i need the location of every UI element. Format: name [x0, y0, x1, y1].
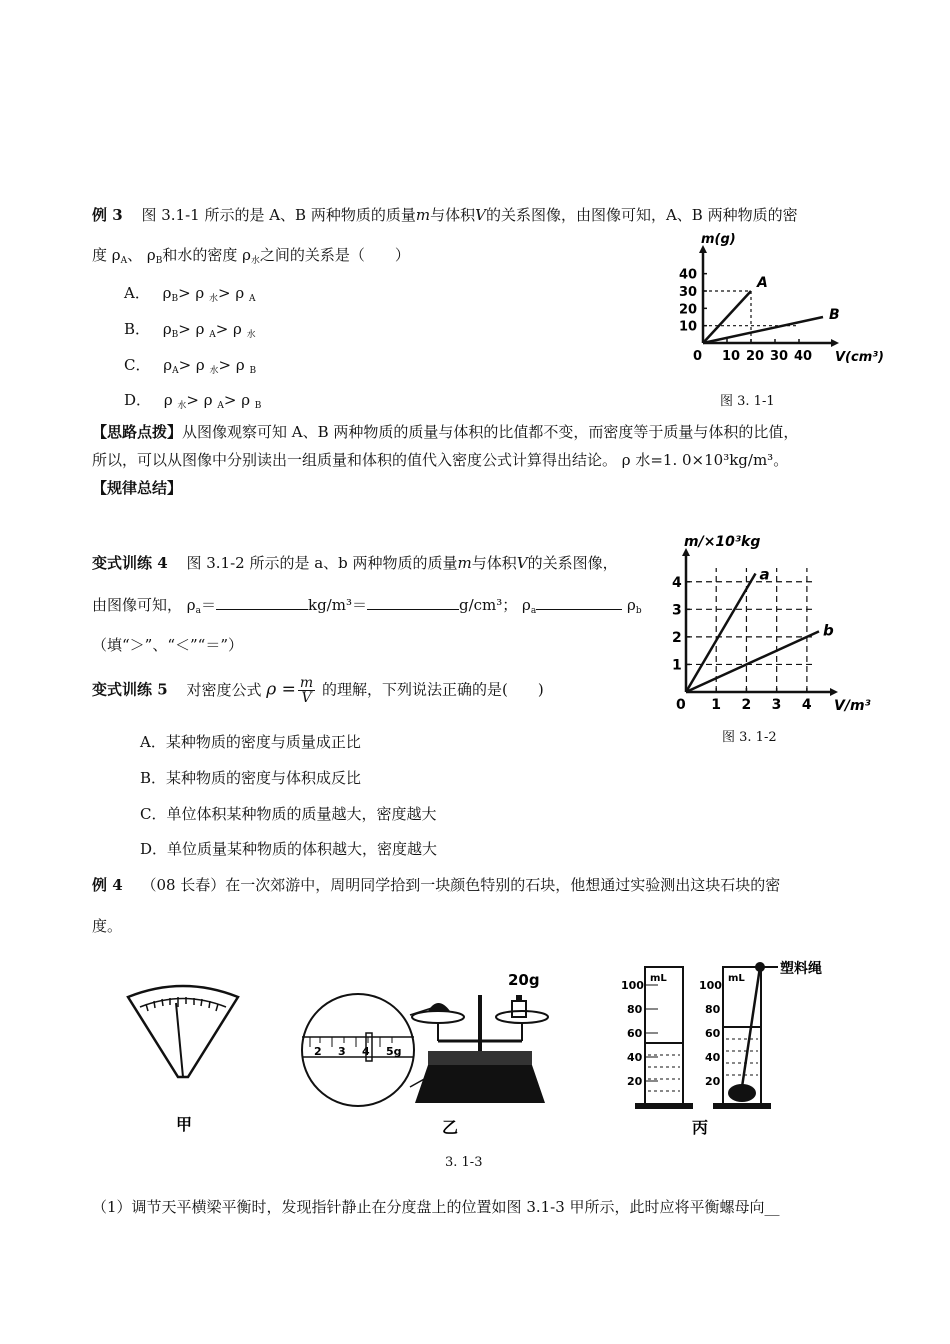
- x-tick-label: 20: [746, 349, 765, 364]
- label-bing: 丙: [692, 1118, 709, 1137]
- svg-text:100: 100: [621, 979, 644, 992]
- chart-fig-3-1-2: [660, 530, 870, 720]
- series-line-B: [703, 317, 823, 343]
- variant-4-line-1: 变式训练 4 图 3.1-2 所示的是 a、b 两种物质的质量m与体积V的关系图像，: [92, 554, 618, 572]
- svg-text:2: 2: [314, 1045, 322, 1058]
- rope-label: 塑料绳: [780, 961, 822, 977]
- svg-text:60: 60: [627, 1027, 643, 1040]
- y-axis-label: m/×10³kg: [684, 534, 761, 550]
- variant-4-line-2: 由图像可知， $\rho_a= kg/m^3= g/cm^3$； $\rho_a$ $\rho_b$: [92, 596, 642, 616]
- label-jia: 甲: [176, 1115, 193, 1134]
- x-tick-label: 1: [711, 697, 721, 713]
- figure-3-1-2-caption: 图 3. 1-2: [722, 730, 777, 745]
- svg-text:20: 20: [705, 1075, 721, 1088]
- y-tick-label: 30: [679, 285, 698, 300]
- example-3-line-1: 例 3 图 3.1-1 所示的是 A、B 两种物质的质量m与体积V的关系图像，由图像可知，A、B 两种物质的密: [92, 206, 798, 224]
- svg-text:100: 100: [699, 979, 722, 992]
- svg-text:40: 40: [627, 1051, 643, 1064]
- y-tick-label: 4: [672, 574, 682, 591]
- variant-5-option-b: B．某种物质的密度与体积成反比: [140, 769, 362, 787]
- x-tick-label: 10: [722, 349, 741, 364]
- chart-fig-3-1-1: [655, 225, 884, 375]
- hint-line-1: 【思路点拨】从图像观察可知 A、B 两种物质的质量与体积的比值都不变，而密度等于质量与体积的比值，: [92, 423, 799, 441]
- example-4-line-1: 例 4 （08 长春）在一次郊游中，周明同学拾到一块颜色特别的石块，他想通过实验测出这块石块的密: [92, 876, 781, 894]
- series-line-b: [686, 631, 819, 692]
- svg-text:4: 4: [362, 1045, 370, 1058]
- variant-5-option-c: C．单位体积某种物质的质量越大，密度越大: [140, 805, 437, 823]
- y-tick-label: 2: [672, 629, 682, 646]
- example-3-option-b: B． $\rho_B> \rho$ $_A$> ρ $_水$: [124, 320, 256, 340]
- x-axis-arrow: [830, 688, 838, 696]
- variant-4-label: 变式训练 4: [92, 554, 168, 572]
- y-tick-label: 20: [679, 302, 698, 318]
- y-tick-label: 1: [672, 657, 682, 674]
- series-label-b: b: [822, 621, 834, 640]
- x-tick-label: 0: [693, 349, 703, 364]
- x-tick-label: 30: [770, 349, 789, 364]
- label-yi: 乙: [442, 1118, 459, 1137]
- example-3-option-c: C． $\rho_A> \rho$ $_水$> ρ $_B$: [124, 356, 257, 376]
- density-blank-g[interactable]: [367, 595, 459, 610]
- svg-text:5g: 5g: [386, 1045, 402, 1058]
- chart-1-plot: [679, 232, 884, 365]
- y-tick-label: 10: [679, 319, 698, 335]
- y-tick-label: 40: [679, 267, 698, 283]
- example-4-line-2: 度。: [92, 917, 123, 935]
- x-tick-label: 0: [676, 697, 686, 713]
- svg-text:40: 40: [705, 1051, 721, 1064]
- y-axis-label: m(g): [701, 232, 736, 247]
- x-axis-arrow: [831, 339, 839, 347]
- series-label-A: A: [757, 275, 768, 291]
- svg-text:mL: mL: [650, 973, 667, 984]
- series-line-a: [686, 574, 756, 692]
- svg-text:80: 80: [705, 1003, 721, 1016]
- summary-label: 【规律总结】: [92, 479, 183, 497]
- density-formula: $\frac{m}{V}$: [299, 675, 314, 706]
- hint-line-2: 所以，可以从图像中分别读出一组质量和体积的值代入密度公式计算得出结论。 ρ 水=1. 0×10³kg/m³。: [92, 451, 789, 469]
- cylinder-figure: [621, 960, 822, 1137]
- figure-3-1-1-caption: 图 3. 1-1: [720, 394, 775, 409]
- weight-label: 20g: [508, 971, 540, 989]
- x-axis-label: V(cm³): [835, 350, 884, 365]
- example-3-option-d: D． ρ $_水$> ρ $_A$> ρ $_B$: [124, 391, 262, 411]
- balance-figure: [302, 971, 548, 1137]
- x-tick-label: 3: [771, 697, 782, 713]
- variant-5-line: 变式训练 5 对密度公式 ρ = $\frac{m}{V}$ 的理解，下列说法正确的是( ): [92, 675, 544, 706]
- variant-5-label: 变式训练 5: [92, 680, 168, 699]
- x-axis-label: V/m³: [834, 698, 871, 714]
- example-3-label: 例 3: [92, 206, 123, 224]
- svg-text:60: 60: [705, 1027, 721, 1040]
- figure-3-1-3: [110, 955, 822, 1140]
- series-label-a: a: [759, 565, 770, 584]
- question-1: （1）调节天平横梁平衡时，发现指针静止在分度盘上的位置如图 3.1-3 甲所示，此时应将平衡螺母向__: [92, 1198, 780, 1216]
- x-tick-label: 4: [801, 697, 812, 713]
- svg-text:20: 20: [627, 1075, 643, 1088]
- variant-4-line-3: （填“＞”、“＜”“＝”）: [92, 636, 244, 654]
- chart-2-plot: [672, 534, 871, 714]
- series-label-B: B: [829, 307, 840, 323]
- variant-5-option-d: D．单位质量某种物质的体积越大，密度越大: [140, 840, 438, 858]
- density-blank-kg[interactable]: [216, 595, 308, 610]
- variant-5-option-a: A．某种物质的密度与质量成正比: [140, 733, 361, 751]
- x-tick-label: 40: [794, 349, 813, 364]
- svg-text:80: 80: [627, 1003, 643, 1016]
- x-tick-label: 2: [741, 697, 752, 713]
- y-tick-label: 3: [672, 602, 682, 619]
- figure-3-1-3-caption: 3. 1-3: [445, 1155, 483, 1170]
- compare-blank[interactable]: [536, 595, 622, 610]
- example-4-label: 例 4: [92, 876, 123, 894]
- dial-figure: [128, 986, 238, 1134]
- svg-text:mL: mL: [728, 973, 745, 984]
- svg-text:3: 3: [338, 1045, 346, 1058]
- example-3-option-a: A． $\rho_B> \rho$ $_水$> ρ $_A$: [124, 284, 256, 304]
- example-3-line-2: 度 $\rho_A$、 $\rho_B$和水的密度 $\rho_水$之间的关系是（ ）: [92, 246, 410, 266]
